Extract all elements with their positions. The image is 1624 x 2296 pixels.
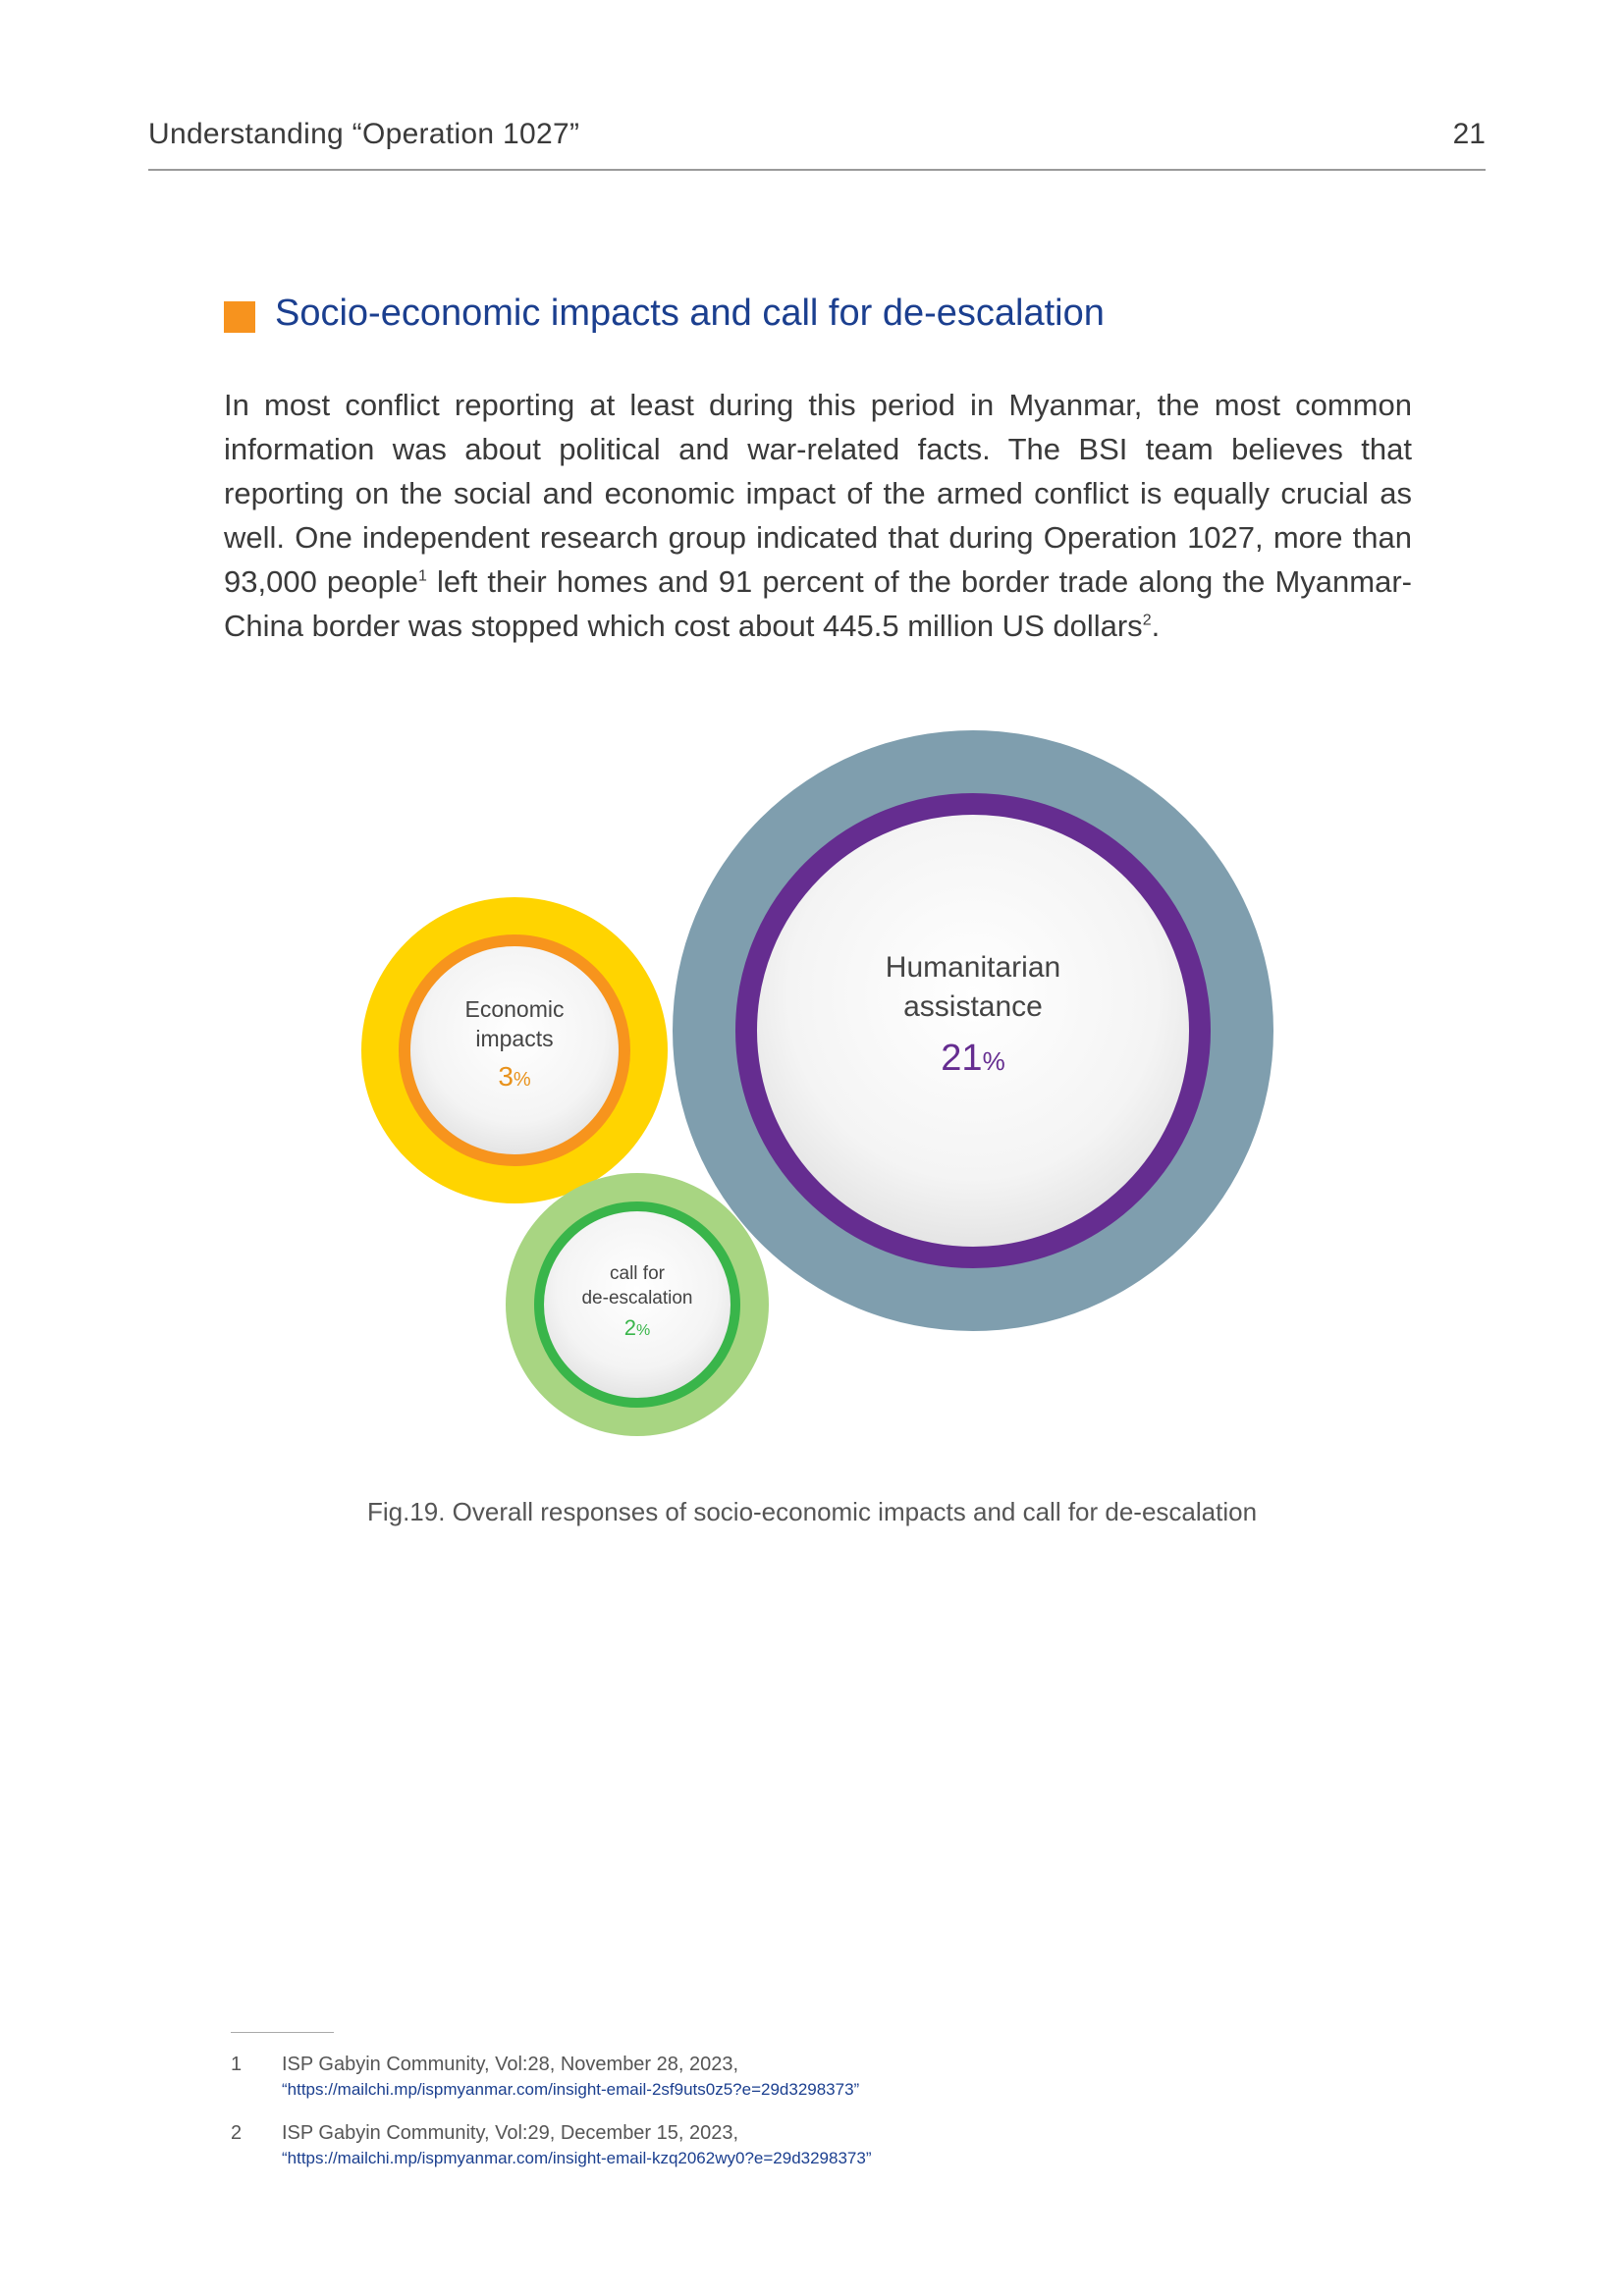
bubble-label: Humanitarian: [885, 951, 1061, 984]
bubble-inner-ring: [746, 804, 1200, 1257]
bubble-label: Economic: [464, 996, 565, 1022]
running-title: Understanding “Operation 1027”: [148, 118, 580, 150]
bubble-label: de-escalation: [581, 1288, 693, 1308]
bubble-humanitarian-assistance: [673, 730, 1273, 1331]
bubble-value-number: 3: [498, 1061, 514, 1092]
bubble-chart: [0, 687, 1624, 1472]
body-paragraph: [224, 383, 1412, 648]
bubble-chart-figure: [0, 687, 1624, 1472]
footnote-divider: [231, 2032, 334, 2033]
footnote-text: ISP Gabyin Community, Vol:29, December 15, 2023,: [282, 2122, 739, 2144]
bubble-label: assistance: [903, 990, 1043, 1023]
section-marker-square: [224, 301, 255, 333]
page-number: 21: [1452, 118, 1486, 150]
bubble-value-unit: %: [513, 1069, 531, 1091]
body-text-part-3: .: [1151, 609, 1161, 643]
footnote-link[interactable]: “https://mailchi.mp/ispmyanmar.com/insight-email-kzq2062wy0?e=29d3298373”: [282, 2149, 872, 2167]
body-text-part-1: In most conflict reporting at least during this period in Myanmar, the most common information was about political and war-related facts. The BSI team believes that reporting on the social and economic impact of the armed conflict is equally crucial as well. One independent research group indicated that during Operation 1027, more than 93,000 people: [224, 388, 1412, 599]
footnote-link[interactable]: “https://mailchi.mp/ispmyanmar.com/insight-email-2sf9uts0z5?e=29d3298373”: [282, 2080, 860, 2099]
section-heading: [224, 291, 1500, 342]
footnote-number: 2: [231, 2122, 243, 2144]
bubble-value-unit: %: [982, 1046, 1005, 1076]
body-text-part-2: left their homes and 91 percent of the border trade along the Myanmar-China border was stopped which cost about 445.5 million US dollars: [224, 564, 1412, 643]
page-header: [148, 110, 1486, 171]
bubble-value-number: 21: [941, 1038, 983, 1079]
footnote-text: ISP Gabyin Community, Vol:28, November 28, 2023,: [282, 2054, 739, 2075]
footnote-ref-2[interactable]: 2: [1142, 612, 1152, 629]
bubble-economic-impacts: [361, 897, 668, 1203]
footnote-number: 1: [231, 2054, 243, 2075]
section-title: Socio-economic impacts and call for de-escalation: [275, 293, 1105, 334]
bubble-value-number: 2: [623, 1315, 637, 1340]
bubble-label: call for: [610, 1263, 665, 1284]
footnote-ref-1[interactable]: 1: [418, 567, 427, 585]
bubble-value-unit: %: [636, 1322, 651, 1339]
bubble-call-for-de-escalation: [506, 1173, 769, 1436]
bubble-label: impacts: [475, 1026, 554, 1051]
figure-caption: Fig.19. Overall responses of socio-economic impacts and call for de-escalation: [366, 1497, 1258, 1526]
